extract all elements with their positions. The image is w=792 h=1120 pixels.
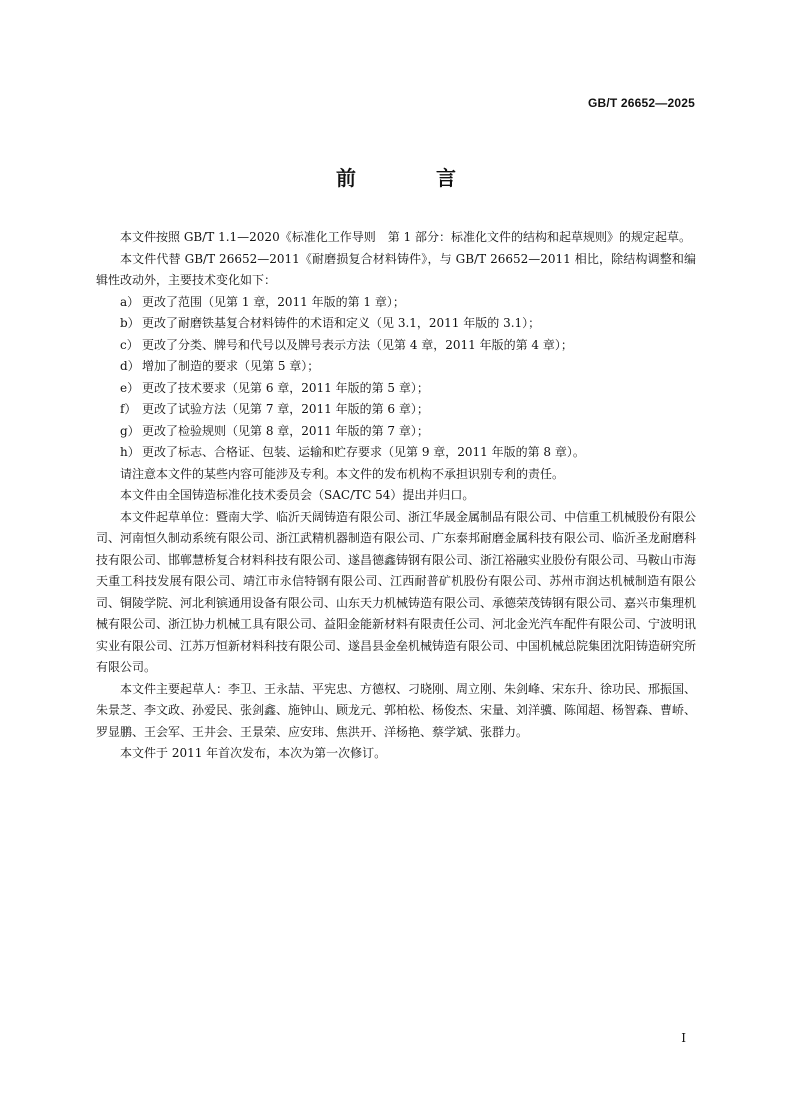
list-marker: d） xyxy=(120,359,140,373)
changes-list xyxy=(96,292,696,464)
list-item xyxy=(96,378,696,400)
list-marker: f） xyxy=(120,402,137,416)
list-item-text: 更改了标志、合格证、包装、运输和贮存要求（见第 9 章，2011 年版的第 8 章）。 xyxy=(142,445,585,459)
list-item xyxy=(96,421,696,443)
list-item-text: 更改了范围（见第 1 章，2011 年版的第 1 章）； xyxy=(142,294,405,309)
paragraph-drafters: 本文件主要起草人：李卫、王永喆、平宪忠、方德权、刁晓刚、周立刚、朱剑峰、宋东升、徐功民、邢振国、朱景芝、李文政、孙爱民、张剑鑫、施钟山、顾龙元、郭柏松、杨俊杰、宋量、刘洋骥、陈闻超、杨智森、曹峤、罗显鹏、王会军、王井会、王景荣、应安玮、焦洪开、洋杨艳、蔡学斌、张群力。 xyxy=(96,681,697,739)
list-marker: c） xyxy=(120,337,139,352)
list-marker: a） xyxy=(120,294,140,309)
list-item xyxy=(96,335,696,357)
list-item-text: 更改了技术要求（见第 6 章，2011 年版的第 5 章）； xyxy=(142,380,429,395)
list-marker: g） xyxy=(120,423,140,438)
paragraph-drafting-rules: 本文件按照 GB/T 1.1—2020《标准化工作导则 第 1 部分：标准化文件的结构和起草规则》的规定起草。 xyxy=(120,230,691,244)
paragraph-proposer: 本文件由全国铸造标准化技术委员会（SAC/TC 54）提出并归口。 xyxy=(120,488,475,502)
list-item xyxy=(96,313,696,335)
list-marker: h） xyxy=(120,445,140,459)
list-marker: b） xyxy=(120,316,140,330)
paragraph-publication-history: 本文件于 2011 年首次发布，本次为第一次修订。 xyxy=(120,746,387,760)
page-title: 前 言 xyxy=(336,166,486,190)
list-item-text: 更改了耐磨铁基复合材料铸件的术语和定义（见 3.1，2011 年版的 3.1）； xyxy=(142,316,541,330)
list-item xyxy=(96,442,696,464)
list-item xyxy=(96,399,696,421)
paragraph-replacement: 本文件代替 GB/T 26652—2011《耐磨损复合材料铸件》，与 GB/T 26652—2011 相比，除结构调整和编辑性改动外，主要技术变化如下： xyxy=(96,251,696,287)
list-item-text: 增加了制造的要求（见第 5 章）； xyxy=(142,359,320,373)
list-item xyxy=(96,292,696,314)
standard-number: GB/T 26652—2025 xyxy=(587,96,695,110)
list-item xyxy=(96,356,696,378)
paragraph-patent-notice: 请注意本文件的某些内容可能涉及专利。本文件的发布机构不承担识别专利的责任。 xyxy=(120,466,565,481)
page-number: I xyxy=(681,1031,686,1045)
list-item-text: 更改了检验规则（见第 8 章，2011 年版的第 7 章）； xyxy=(142,423,429,438)
foreword-body xyxy=(96,227,696,765)
list-item-text: 更改了试验方法（见第 7 章，2011 年版的第 6 章）； xyxy=(142,402,429,416)
list-marker: e） xyxy=(120,380,140,395)
list-item-text: 更改了分类、牌号和代号以及牌号表示方法（见第 4 章，2011 年版的第 4 章）； xyxy=(142,337,573,352)
paragraph-drafting-units: 本文件起草单位：暨南大学、临沂天阔铸造有限公司、浙江华晟金属制品有限公司、中信重工机械股份有限公司、河南恒久制动系统有限公司、浙江武精机器制造有限公司、广东泰邦耐磨金属科技有限公司、临沂圣龙耐磨科技有限公司、邯郸慧桥复合材料科技有限公司、遂昌德鑫铸钢有限公司、浙江裕融实业股份有限公司、马鞍山市海天重工科技发展有限公司、靖江市永信特钢有限公司、江西耐普矿机股份有限公司、苏州市润达机械制造有限公司、铜陵学院、河北利镔通用设备有限公司、山东天力机械铸造有限公司、承德荣茂铸钢有限公司、嘉兴市集理机械有限公司、浙江协力机械工具有限公司、益阳金能新材料有限责任公司、河北金光汽车配件有限公司、宁波明讯实业有限公司、江苏万恒新材料科技有限公司、遂昌县金垒机械铸造有限公司、中国机械总院集团沈阳铸造研究所有限公司。 xyxy=(96,509,697,674)
